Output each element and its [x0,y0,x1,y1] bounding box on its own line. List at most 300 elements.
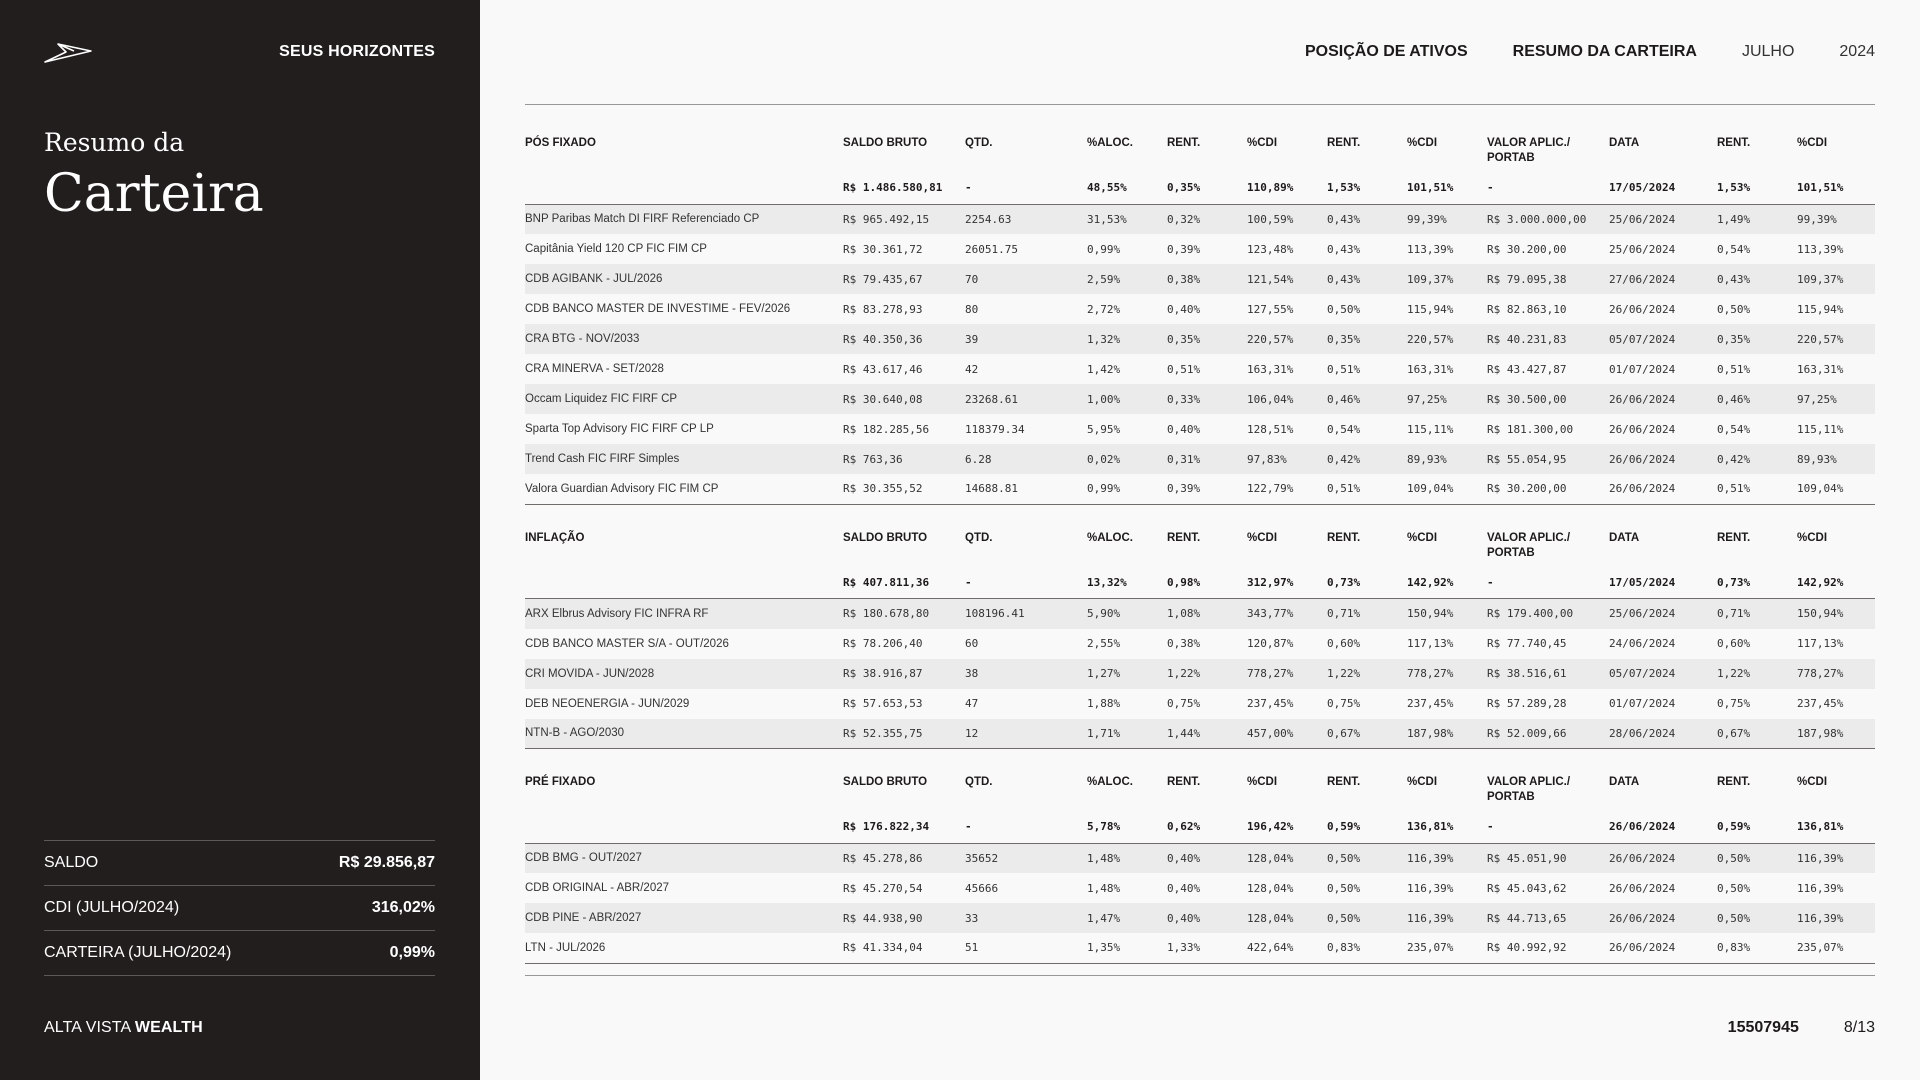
table-cell: 60 [965,637,979,650]
table-row [525,659,1875,689]
table-cell: 0,67% [1717,719,1797,749]
table-cell: 0,43% [1717,264,1797,294]
table-cell: 1,08% [1167,599,1247,629]
table-cell: 778,27% [1247,659,1327,689]
total-cell: 17/05/2024 [1609,567,1717,599]
table-cell: 109,04% [1407,474,1487,504]
total-cell: 142,92% [1407,567,1487,599]
table-cell: R$ 79.435,67 [843,264,965,294]
table-cell: R$ 40.992,92 [1487,933,1609,963]
total-cell: 1,53% [1327,172,1407,204]
table-cell: 1,22% [1717,659,1797,689]
table-cell: R$ 57.289,28 [1487,697,1567,710]
table-cell: 0,40% [1167,881,1201,895]
table-cell: 45666 [965,881,999,895]
column-header: RENT. [1717,776,1751,788]
table-cell: 0,83% [1717,933,1797,963]
column-header: DATA [1609,531,1640,544]
table-cell: R$ 3.000.000,00 [1487,204,1609,234]
total-cell: 101,51% [1407,172,1487,204]
table-cell: R$ 44.713,65 [1487,903,1609,933]
table-cell: 0,54% [1717,242,1751,256]
table-cell: 6.28 [965,444,1087,474]
table-cell: 1,00% [1087,384,1167,414]
table-cell: 150,94% [1407,599,1487,629]
column-header: SALDO BRUTO [843,776,928,788]
asset-name-cell: CRA MINERVA - SET/2028 [525,363,664,375]
table-cell: 97,25% [1797,384,1875,414]
asset-name-cell: ARX Elbrus Advisory FIC INFRA RF [525,599,843,629]
summary-label: CARTEIRA (JULHO/2024) [44,944,232,961]
table-row [525,234,1875,264]
table-cell: 778,27% [1407,659,1487,689]
table-cell: 0,40% [1167,843,1247,873]
table-cell: 1,47% [1087,903,1167,933]
table-cell: 106,04% [1247,384,1327,414]
holdings-table [525,769,1875,964]
table-cell: 128,04% [1247,903,1327,933]
asset-name-cell: Valora Guardian Advisory FIC FIM CP [525,474,843,504]
table-cell: 97,83% [1247,444,1327,474]
table-cell: 128,04% [1247,881,1294,895]
summary-label: CDI (JULHO/2024) [44,899,180,916]
table-row [525,903,1875,933]
table-cell: 89,93% [1797,444,1875,474]
total-cell: 17/05/2024 [1609,172,1717,204]
table-cell: 47 [965,697,979,710]
table-cell: 51 [965,933,1087,963]
total-cell: - [965,172,1087,204]
column-header: SALDO BRUTO [843,137,928,149]
table-cell: 26/06/2024 [1609,422,1676,436]
column-header: RENT. [1167,776,1201,788]
table-cell: R$ 30.200,00 [1487,242,1567,256]
table-cell: R$ 44.938,90 [843,903,965,933]
table-row [525,629,1875,659]
table-cell: 187,98% [1407,719,1487,749]
column-header: %CDI [1407,531,1438,544]
nav-posicao-de-ativos[interactable]: POSIÇÃO DE ATIVOS [1304,43,1468,60]
column-header: %CDI [1407,776,1438,788]
table-cell: 0,46% [1327,384,1407,414]
table-cell: 0,60% [1327,637,1361,650]
summary-row-saldo [44,841,435,886]
total-cell: - [965,567,1087,599]
table-header-row [525,525,1875,567]
table-cell: R$ 30.361,72 [843,242,923,256]
asset-name-cell: LTN - JUL/2026 [525,933,843,963]
table-cell: 0,40% [1167,422,1201,436]
table-cell: 237,45% [1247,697,1294,710]
table-cell: 0,50% [1327,881,1361,895]
table-cell: 0,33% [1167,384,1247,414]
table-cell: 0,43% [1327,204,1407,234]
table-cell: 117,13% [1407,637,1454,650]
column-header: VALOR APLIC./ PORTAB [1487,137,1571,164]
table-cell: 01/07/2024 [1609,362,1676,376]
table-cell: 2,72% [1087,302,1121,316]
table-cell: 1,22% [1167,659,1247,689]
table-cell: 5,90% [1087,599,1167,629]
table-row [525,414,1875,444]
table-cell: 80 [965,302,979,316]
table-cell: R$ 45.043,62 [1487,881,1567,895]
table-cell: 0,43% [1327,242,1361,256]
table-cell: 0,39% [1167,242,1201,256]
table-cell: 25/06/2024 [1609,242,1676,256]
total-cell: 0,73% [1327,567,1407,599]
table-cell: 0,38% [1167,264,1247,294]
total-cell: 0,59% [1327,811,1407,843]
nav-resumo-da-carteira[interactable]: RESUMO DA CARTEIRA [1512,43,1697,60]
table-cell: 26/06/2024 [1609,302,1676,316]
table-cell: 113,39% [1407,242,1454,256]
column-header: %CDI [1797,531,1828,544]
table-cell: 0,35% [1327,324,1407,354]
total-label-cell [525,811,843,843]
total-cell: 13,32% [1087,567,1167,599]
table-cell: 1,33% [1167,933,1247,963]
section-title: INFLAÇÃO [525,531,585,544]
table-cell: 1,22% [1327,659,1407,689]
total-cell: 110,89% [1247,172,1327,204]
column-header: %ALOC. [1087,137,1133,149]
table-cell: 187,98% [1797,719,1875,749]
table-cell: 0,42% [1327,444,1407,474]
asset-name-cell: CDB BMG - OUT/2027 [525,843,843,873]
company-name-bold: WEALTH [134,1019,203,1036]
table-cell: 5,95% [1087,422,1121,436]
table-cell: 33 [965,903,1087,933]
total-cell: 312,97% [1247,567,1327,599]
total-cell: 0,35% [1167,172,1247,204]
table-cell: 0,54% [1717,422,1751,436]
table-cell: 0,40% [1167,302,1201,316]
table-cell: R$ 763,36 [843,444,965,474]
table-row [525,384,1875,414]
table-cell: R$ 79.095,38 [1487,264,1609,294]
table-cell: 0,60% [1717,637,1751,650]
total-cell: - [965,811,1087,843]
total-cell: 196,42% [1247,811,1327,843]
table-cell: 99,39% [1797,204,1875,234]
total-cell: - [1487,811,1609,843]
table-cell: 0,35% [1167,324,1247,354]
holdings-table [525,525,1875,750]
column-header: %CDI [1247,531,1278,544]
table-cell: R$ 30.640,08 [843,384,965,414]
table-cell: 0,51% [1327,474,1407,504]
table-cell: R$ 40.231,83 [1487,324,1609,354]
table-cell: R$ 181.300,00 [1487,422,1574,436]
asset-name-cell: CDB PINE - ABR/2027 [525,903,843,933]
table-cell: 0,71% [1717,599,1797,629]
summary-row-cdi [44,886,435,931]
table-cell: 1,35% [1087,933,1167,963]
column-header: RENT. [1327,137,1361,149]
table-cell: 14688.81 [965,474,1087,504]
table-cell: R$ 30.500,00 [1487,384,1609,414]
table-cell: 1,88% [1087,697,1121,710]
table-cell: 116,39% [1407,843,1487,873]
table-cell: 26/06/2024 [1609,474,1717,504]
table-cell: 0,50% [1327,302,1361,316]
table-cell: 2,55% [1087,637,1121,650]
total-cell: 0,59% [1717,811,1797,843]
asset-name-cell: CRI MOVIDA - JUN/2028 [525,659,843,689]
column-header: RENT. [1167,531,1201,544]
summary-value: R$ 29.856,87 [338,854,435,871]
table-cell: 0,40% [1167,903,1247,933]
table-cell: 109,37% [1407,264,1487,294]
column-header: DATA [1609,776,1640,788]
table-cell: 1,44% [1167,719,1247,749]
column-header: VALOR APLIC./ PORTAB [1487,531,1571,559]
table-cell: 0,38% [1167,637,1201,650]
page-footer [1728,1019,1875,1037]
summary-row-carteira [44,931,435,976]
table-cell: 127,55% [1247,302,1294,316]
total-cell: 136,81% [1407,811,1487,843]
table-row [525,354,1875,384]
table-row [525,474,1875,504]
table-cell: 0,02% [1087,444,1167,474]
column-header: %ALOC. [1087,531,1133,544]
table-cell: 0,39% [1167,474,1247,504]
total-cell: R$ 407.811,36 [843,567,965,599]
table-cell: 123,48% [1247,242,1294,256]
table-cell: 26051.75 [965,242,1018,256]
table-cell: 115,94% [1407,302,1454,316]
column-header: %CDI [1797,776,1828,788]
table-cell: 0,50% [1327,843,1407,873]
table-cell: 89,93% [1407,444,1487,474]
table-cell: 120,87% [1247,637,1294,650]
holdings-table [525,130,1875,505]
asset-name-cell: DEB NEOENERGIA - JUN/2029 [525,697,690,710]
table-cell: 12 [965,719,1087,749]
column-header: %CDI [1247,137,1278,149]
table-cell: 115,11% [1407,422,1454,436]
table-cell: 220,57% [1247,324,1327,354]
table-cell: 0,32% [1167,204,1247,234]
table-cell: 163,31% [1247,362,1294,376]
table-row [525,294,1875,324]
table-cell: 0,50% [1327,903,1407,933]
table-cell: 0,50% [1717,302,1751,316]
table-cell: 0,31% [1167,444,1247,474]
column-header: %ALOC. [1087,776,1133,788]
table-cell: 0,51% [1717,474,1797,504]
table-header-row [525,130,1875,172]
table-cell: 235,07% [1797,933,1875,963]
table-cell: 31,53% [1087,204,1167,234]
table-cell: R$ 43.427,87 [1487,362,1567,376]
table-cell: 0,51% [1717,362,1751,376]
table-cell: 116,39% [1797,903,1875,933]
nav-year: 2024 [1839,43,1875,60]
table-cell: 116,39% [1407,903,1487,933]
total-cell: 136,81% [1797,811,1875,843]
company-name: ALTA VISTA [44,1019,131,1036]
table-cell: 163,31% [1407,362,1454,376]
asset-name-cell: CRA BTG - NOV/2033 [525,324,843,354]
column-header: RENT. [1717,531,1751,544]
table-row [525,719,1875,749]
total-cell: 1,53% [1717,172,1797,204]
total-cell: 101,51% [1797,172,1875,204]
table-cell: R$ 30.200,00 [1487,474,1609,504]
asset-name-cell: Capitânia Yield 120 CP FIC FIM CP [525,243,707,255]
table-cell: 99,39% [1407,204,1487,234]
table-cell: 1,32% [1087,324,1167,354]
asset-name-cell: CDB AGIBANK - JUL/2026 [525,264,843,294]
table-cell: 422,64% [1247,933,1327,963]
table-cell: 116,39% [1407,881,1454,895]
table-cell: 42 [965,362,979,376]
table-cell: 150,94% [1797,599,1875,629]
table-cell: 0,75% [1167,697,1201,710]
summary-value: 0,99% [389,944,435,961]
table-cell: 235,07% [1407,933,1487,963]
total-label-cell [525,567,843,599]
table-cell: R$ 40.350,36 [843,324,965,354]
table-cell: 38 [965,659,1087,689]
table-cell: R$ 45.270,54 [843,881,923,895]
column-header: %CDI [1247,776,1278,788]
table-row [525,204,1875,234]
table-cell: 109,04% [1797,474,1875,504]
asset-name-cell: Occam Liquidez FIC FIRF CP [525,384,843,414]
column-header: QTD. [965,531,993,544]
total-cell: - [1487,172,1609,204]
column-header: RENT. [1717,137,1751,149]
table-cell: 128,04% [1247,843,1327,873]
table-cell: 70 [965,264,1087,294]
page-number: 8/13 [1843,1019,1875,1036]
table-cell: 116,39% [1797,843,1875,873]
table-cell: 05/07/2024 [1609,324,1717,354]
table-cell: 26/06/2024 [1609,881,1676,895]
page-title-small: Resumo da [44,128,185,157]
table-cell: 0,50% [1717,881,1751,895]
table-cell: 116,39% [1797,881,1844,895]
column-header: RENT. [1327,531,1361,544]
divider [525,104,1875,105]
total-cell: 0,73% [1717,567,1797,599]
column-header: DATA [1609,137,1640,149]
table-cell: 1,71% [1087,719,1167,749]
table-cell: 26/06/2024 [1609,384,1717,414]
table-cell: R$ 182.285,56 [843,422,930,436]
table-cell: 220,57% [1797,324,1875,354]
table-header-row [525,769,1875,811]
table-row [525,933,1875,963]
table-cell: 100,59% [1247,204,1327,234]
column-header: QTD. [965,776,993,788]
table-cell: R$ 52.009,66 [1487,719,1609,749]
table-cell: 0,99% [1087,474,1167,504]
table-cell: R$ 78.206,40 [843,637,923,650]
table-cell: 220,57% [1407,324,1487,354]
arrow-swoosh-icon [44,42,92,64]
table-cell: 113,39% [1797,242,1844,256]
total-cell: 0,62% [1167,811,1247,843]
table-cell: 1,27% [1087,659,1167,689]
section-total-row [525,567,1875,599]
table-cell: 343,77% [1247,599,1327,629]
total-cell: 5,78% [1087,811,1167,843]
table-row [525,873,1875,903]
sidebar [0,0,480,1080]
asset-name-cell: Sparta Top Advisory FIC FIRF CP LP [525,423,714,435]
summary-label: SALDO [44,854,99,871]
summary-value: 316,02% [371,899,435,916]
table-cell: 28/06/2024 [1609,719,1717,749]
table-cell: 117,13% [1797,637,1844,650]
table-cell: 237,45% [1407,697,1454,710]
table-cell: 0,99% [1087,242,1121,256]
table-cell: 0,67% [1327,719,1407,749]
holdings-tables [525,130,1875,984]
header-nav [1305,43,1875,61]
asset-name-cell: CDB BANCO MASTER DE INVESTIME - FEV/2026 [525,303,791,315]
table-cell: 0,75% [1327,697,1361,710]
table-cell: 122,79% [1247,474,1327,504]
table-cell: R$ 77.740,45 [1487,637,1567,650]
table-cell: R$ 180.678,80 [843,599,965,629]
column-header: %CDI [1797,137,1828,149]
table-cell: R$ 45.278,86 [843,843,965,873]
table-cell: 26/06/2024 [1609,903,1717,933]
total-cell: R$ 176.822,34 [843,811,965,843]
table-cell: 01/07/2024 [1609,697,1676,710]
total-cell: 142,92% [1797,567,1875,599]
table-cell: 25/06/2024 [1609,204,1717,234]
table-cell: R$ 52.355,75 [843,719,965,749]
table-cell: 39 [965,324,1087,354]
table-cell: R$ 43.617,46 [843,362,923,376]
table-cell: 25/06/2024 [1609,599,1717,629]
table-cell: R$ 45.051,90 [1487,843,1609,873]
section-total-row [525,172,1875,204]
table-cell: 0,71% [1327,599,1407,629]
table-cell: 457,00% [1247,719,1327,749]
column-header: RENT. [1167,137,1201,149]
company-logo [44,1019,203,1037]
table-cell: 0,46% [1717,384,1797,414]
table-cell: 108196.41 [965,599,1087,629]
table-cell: 0,42% [1717,444,1797,474]
table-row [525,264,1875,294]
table-cell: R$ 82.863,10 [1487,302,1567,316]
column-header: QTD. [965,137,993,149]
table-cell: 2254.63 [965,204,1087,234]
total-label-cell [525,172,843,204]
table-cell: 0,54% [1327,422,1361,436]
table-cell: 237,45% [1797,697,1844,710]
table-cell: 1,48% [1087,843,1167,873]
client-code: 15507945 [1727,1019,1799,1036]
table-cell: R$ 83.278,93 [843,302,923,316]
table-cell: 24/06/2024 [1609,637,1676,650]
table-cell: 26/06/2024 [1609,444,1717,474]
table-cell: 05/07/2024 [1609,659,1717,689]
column-header: RENT. [1327,776,1361,788]
table-row [525,599,1875,629]
table-cell: 121,54% [1247,264,1327,294]
table-cell: R$ 965.492,15 [843,204,965,234]
